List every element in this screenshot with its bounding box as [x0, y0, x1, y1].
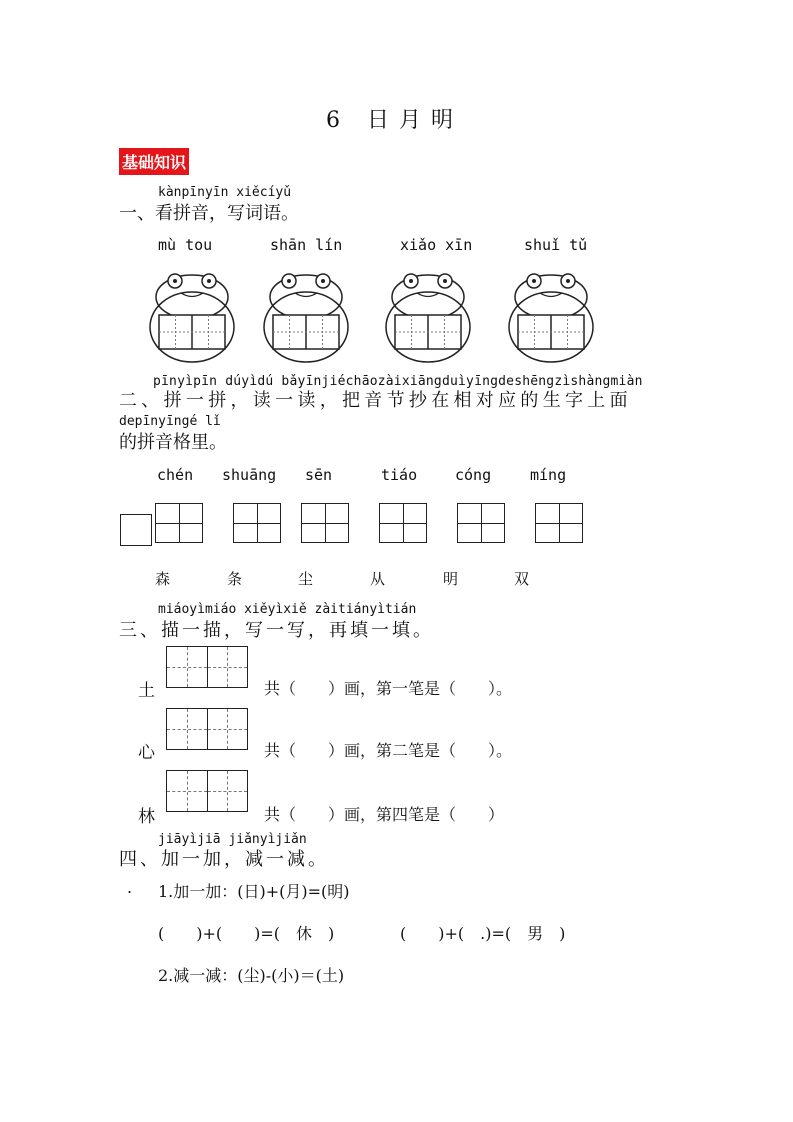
pinyin-grid-6[interactable] [535, 503, 583, 543]
q3-pinyin: miáoyìmiáo xiěyìxiě zàitiányìtián [158, 602, 417, 617]
frog-box-1[interactable] [147, 269, 237, 364]
q2-char-6: 双 [514, 570, 530, 588]
q2-char-1: 森 [155, 570, 171, 588]
q2-syllable-6: míng [530, 466, 567, 484]
tracing-grid-1[interactable] [166, 646, 248, 688]
q4-heading: 四、加一加，减一减。 [119, 849, 329, 870]
section-tag: 基础知识 [119, 148, 189, 175]
q4-line2b: ( )+( .)=( 男 ) [400, 924, 566, 943]
frog-box-4[interactable] [506, 269, 596, 364]
q2-syllable-1: chén [157, 466, 194, 484]
tracing-grid-2[interactable] [166, 708, 248, 750]
pinyin-grid-1[interactable] [155, 503, 203, 543]
frog-box-3[interactable] [383, 269, 473, 364]
q3-char-2: 心 [138, 743, 155, 763]
q4-line3: 2.减一减：(尘)-(小)＝(土) [158, 966, 345, 985]
q2-line2: 的拼音格里。 [119, 432, 227, 453]
q3-row-3-text: 共（ ）画，第四笔是（ ） [264, 805, 505, 824]
q3-row-1-text: 共（ ）画，第一笔是（ ）。 [264, 679, 513, 698]
q4-line1: 1.加一加：(日)+(月)=(明) [158, 882, 350, 901]
q2-pinyin-line2: depīnyīngé lǐ [119, 414, 221, 429]
q2-syllable-3: sēn [305, 466, 333, 484]
q1-heading: 一、看拼音，写词语。 [119, 203, 299, 224]
answer-box[interactable] [120, 514, 152, 546]
q3-char-3: 林 [138, 807, 155, 827]
q3-row-2-text: 共（ ）画，第二笔是（ ）。 [264, 741, 513, 760]
q2-pinyin-line1: pīnyìpīn dúyìdú bǎyīnjiéchāozàixiāngduìyīngdeshēngzìshàngmiàn [153, 374, 643, 389]
q1-item-2: shān lín [270, 236, 343, 254]
q2-syllable-5: cóng [455, 466, 492, 484]
q4-dot: . [127, 878, 133, 897]
q1-pinyin: kànpīnyīn xiěcíyǔ [158, 185, 292, 200]
q2-char-3: 尘 [298, 570, 314, 588]
q4-pinyin: jiāyìjiā jiǎnyìjiǎn [158, 832, 307, 847]
page-title: 6 日月明 [326, 108, 463, 133]
q1-item-1: mù tou [158, 236, 213, 254]
q3-heading: 三、描一描，写一写，再填一填。 [119, 620, 434, 641]
q2-syllable-2: shuāng [222, 466, 277, 484]
pinyin-grid-5[interactable] [457, 503, 505, 543]
q2-char-2: 条 [227, 570, 243, 588]
q1-item-3: xiǎo xīn [400, 236, 473, 254]
pinyin-grid-3[interactable] [301, 503, 349, 543]
q2-line1: 二、拼一拼，读一读，把音节抄在相对应的生字上面 [119, 390, 632, 411]
q2-char-4: 从 [370, 570, 386, 588]
pinyin-grid-2[interactable] [233, 503, 281, 543]
q4-line2a: ( )+( )=( 休 ) [158, 924, 335, 943]
frog-box-2[interactable] [261, 269, 351, 364]
q1-item-4: shuǐ tǔ [524, 236, 588, 254]
q2-char-5: 明 [443, 570, 459, 588]
q3-char-1: 土 [138, 681, 155, 701]
q2-syllable-4: tiáo [381, 466, 418, 484]
pinyin-grid-4[interactable] [379, 503, 427, 543]
tracing-grid-3[interactable] [166, 770, 248, 812]
